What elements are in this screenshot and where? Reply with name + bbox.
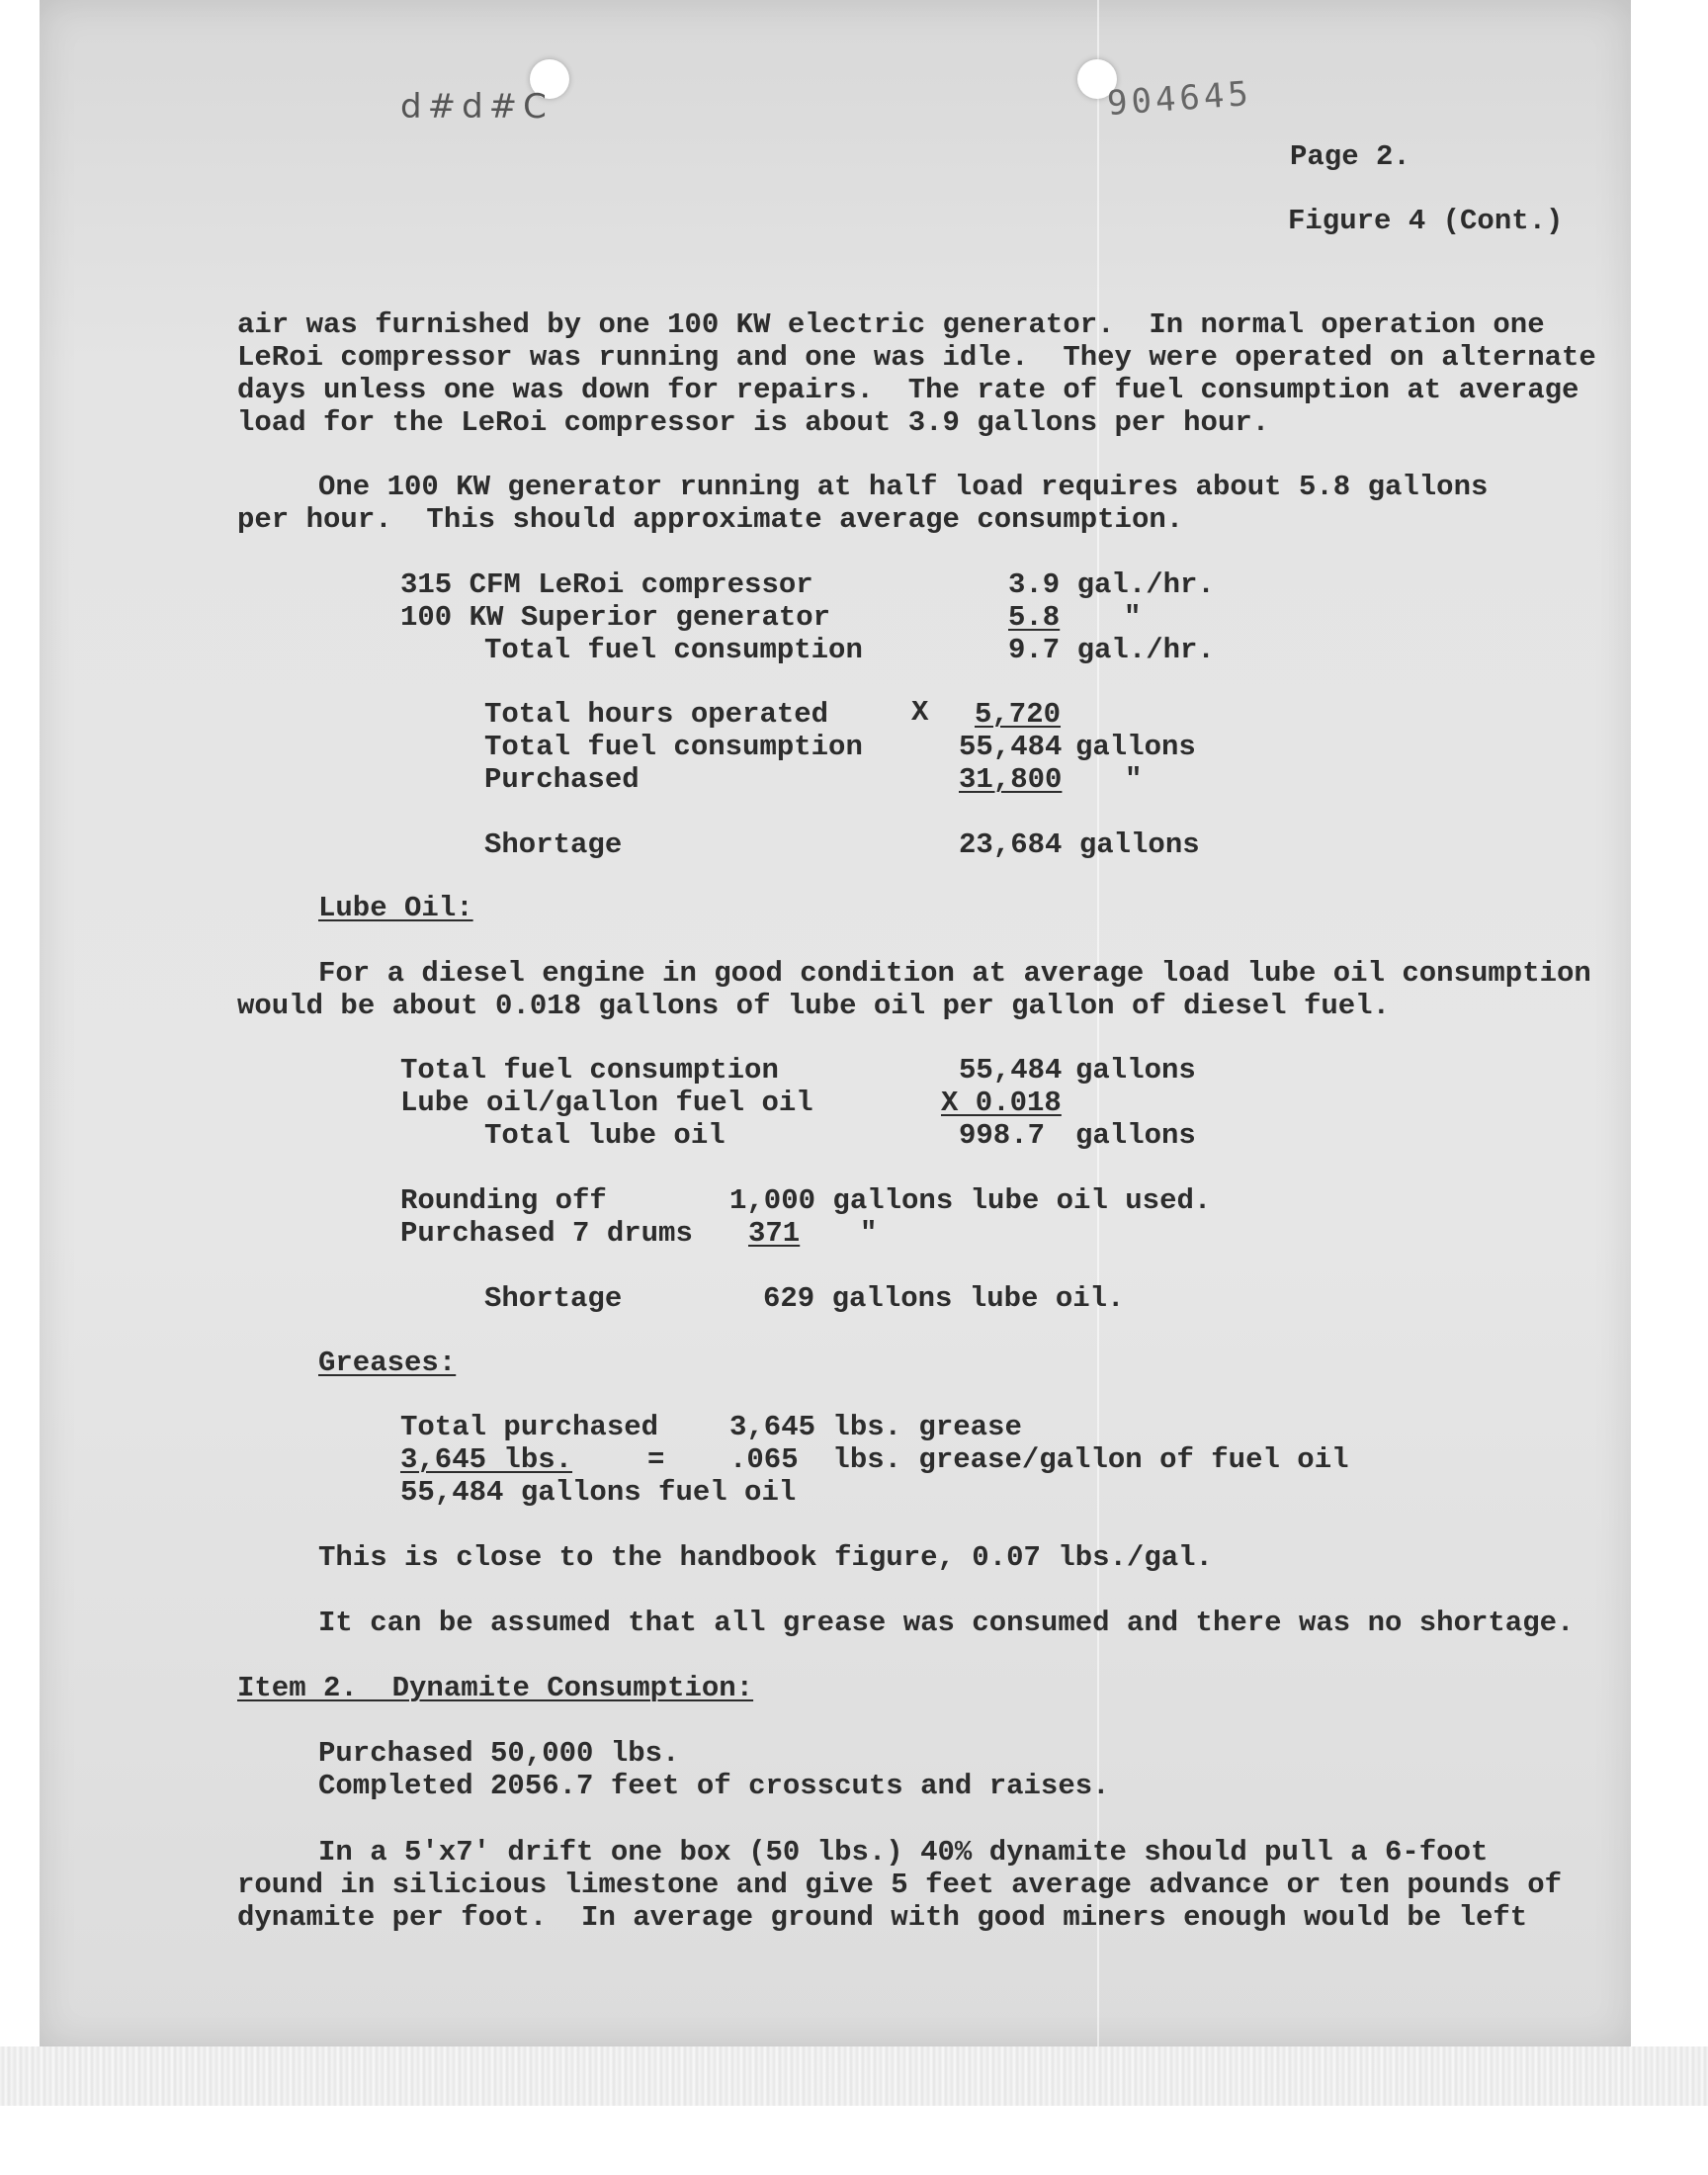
item2-para-line-1: In a 5'x7' drift one box (50 lbs.) 40% dynamite should pull a 6-foot — [318, 1836, 1489, 1869]
document-number-stamp: 904645 — [1105, 73, 1254, 125]
lube-para-line-2: would be about 0.018 gallons of lube oil per gallon of diesel fuel. — [237, 990, 1390, 1022]
fuel-row-total-value: 9.7 gal./hr. — [1008, 634, 1215, 666]
lube-ratio-value: X 0.018 — [941, 1087, 1062, 1119]
para1-line-3: days unless one was down for repairs. The rate of fuel consumption at average — [237, 374, 1580, 406]
para1-line-1: air was furnished by one 100 KW electric generator. In normal operation one — [237, 308, 1545, 341]
total-consumption-label: Total fuel consumption — [484, 731, 863, 763]
handbook-note: This is close to the handbook figure, 0.07 lbs./gal. — [318, 1541, 1213, 1574]
para1-line-4: load for the LeRoi compressor is about 3.9 gallons per hour. — [237, 406, 1270, 439]
rounding-value: 1,000 gallons lube oil used. — [729, 1184, 1212, 1217]
fuel-row-generator-label: 100 KW Superior generator — [400, 601, 831, 634]
fuel-row-total-label: Total fuel consumption — [484, 634, 863, 666]
ditto-mark: " — [1124, 601, 1142, 634]
ditto-mark: " — [860, 1217, 878, 1250]
grease-purchased-label: Total purchased — [400, 1411, 659, 1443]
lube-fuel-label: Total fuel consumption — [400, 1054, 779, 1087]
crosscuts-completed: Completed 2056.7 feet of crosscuts and raises. — [318, 1770, 1110, 1802]
page-number: Page 2. — [1290, 140, 1410, 173]
total-consumption-unit: gallons — [1075, 731, 1196, 763]
lube-fuel-unit: gallons — [1075, 1054, 1196, 1087]
purchased-label: Purchased — [484, 763, 640, 796]
fuel-row-generator-value: 5.8 — [1008, 601, 1061, 634]
multiply-sign: X — [911, 696, 929, 729]
lube-shortage-value: 629 gallons lube oil. — [763, 1282, 1125, 1315]
hours-operated-value: 5,720 — [975, 698, 1062, 731]
item2-para-line-2: round in silicious limestone and give 5 feet average advance or ten pounds of — [237, 1869, 1563, 1901]
lube-total-unit: gallons — [1075, 1119, 1196, 1152]
item2-heading: Item 2. Dynamite Consumption: — [237, 1672, 754, 1704]
scan-edge-strip — [0, 2046, 1708, 2106]
stamp-left: d#d#C — [400, 87, 553, 127]
para2-line-1: One 100 KW generator running at half load requires about 5.8 gallons — [318, 471, 1489, 503]
lube-ratio-label: Lube oil/gallon fuel oil — [400, 1087, 813, 1119]
para1-line-2: LeRoi compressor was running and one was idle. They were operated on alternate — [237, 341, 1596, 374]
lube-fuel-value: 55,484 — [959, 1054, 1063, 1087]
fuel-shortage-label: Shortage — [484, 828, 623, 861]
equals-sign: = — [647, 1443, 665, 1476]
lube-total-label: Total lube oil — [484, 1119, 726, 1152]
drums-purchased-value: 371 — [748, 1217, 801, 1250]
fuel-row-compressor-value: 3.9 gal./hr. — [1008, 568, 1215, 601]
lube-para-line-1: For a diesel engine in good condition at average load lube oil consumption — [318, 957, 1591, 990]
no-shortage-note: It can be assumed that all grease was consumed and there was no shortage. — [318, 1607, 1575, 1639]
item2-para-line-3: dynamite per foot. In average ground with good miners enough would be left — [237, 1901, 1528, 1934]
grease-ratio-result: .065 lbs. grease/gallon of fuel oil — [729, 1443, 1349, 1476]
page-fold-line — [1097, 0, 1099, 2046]
rounding-label: Rounding off — [400, 1184, 607, 1217]
figure-label: Figure 4 (Cont.) — [1288, 205, 1564, 237]
scanned-page — [40, 0, 1631, 2046]
grease-ratio-denominator: 55,484 gallons fuel oil — [400, 1476, 797, 1509]
fuel-shortage-value: 23,684 gallons — [959, 828, 1200, 861]
lube-shortage-label: Shortage — [484, 1282, 623, 1315]
fuel-row-compressor-label: 315 CFM LeRoi compressor — [400, 568, 813, 601]
drums-purchased-label: Purchased 7 drums — [400, 1217, 693, 1250]
grease-purchased-value: 3,645 lbs. grease — [729, 1411, 1022, 1443]
ditto-mark: " — [1125, 763, 1143, 796]
greases-heading: Greases: — [318, 1347, 457, 1379]
grease-ratio-numerator: 3,645 lbs. — [400, 1443, 573, 1476]
hours-operated-label: Total hours operated — [484, 698, 829, 731]
para2-line-2: per hour. This should approximate average consumption. — [237, 503, 1184, 536]
lube-total-value: 998.7 — [959, 1119, 1046, 1152]
purchased-value: 31,800 — [959, 763, 1063, 796]
lube-oil-heading: Lube Oil: — [318, 892, 473, 924]
total-consumption-value: 55,484 — [959, 731, 1063, 763]
dynamite-purchased: Purchased 50,000 lbs. — [318, 1737, 680, 1770]
